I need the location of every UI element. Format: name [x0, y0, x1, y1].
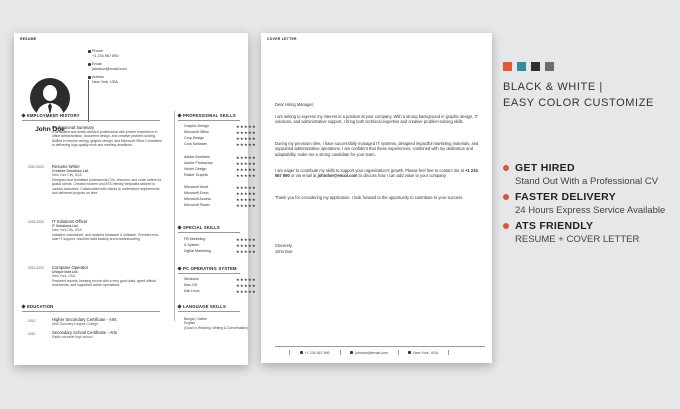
letter-closing: Sincerely,: [275, 243, 293, 248]
skill-row: Raster Graphic ★★★★★: [184, 172, 256, 178]
skill-row: Microsoft Excel ★★★★★: [184, 191, 256, 197]
letter-paragraph: I am eager to contribute my skills to support your organization's growth. Please feel free to contact me at +1 234 567 890 or via email at johndoe@email.com to discuss how I can add value to your company.: [275, 168, 478, 179]
rating-stars-icon: ★★★★★: [235, 284, 256, 289]
location-icon: [88, 76, 91, 79]
rating-stars-icon: ★★★★★: [235, 250, 256, 255]
edu-entry: Higher Secondary Certificate - Arts Abdl Gonodey Degree College: [52, 317, 117, 326]
color-swatch[interactable]: [545, 62, 554, 71]
skill-row: Adobe Photoshop ★★★★★: [184, 160, 256, 166]
rating-stars-icon: ★★★★★: [235, 167, 256, 172]
job-years: 2020-2023: [28, 165, 44, 169]
letter-paragraph: Thank you for considering my application. I look forward to the opportunity to contribute to your success.: [275, 195, 464, 200]
job-years: 2018-2020: [28, 220, 44, 224]
skill-row: Windows ★★★★★: [184, 277, 256, 282]
skill-row: Microsoft Power ★★★★★: [184, 203, 256, 209]
section-language-skills: LANGUAGE SKILLS: [178, 304, 226, 309]
location-icon: [408, 351, 411, 354]
phone-icon: [300, 351, 303, 354]
section-education: EDUCATION: [22, 304, 53, 309]
letter-signature: John Doe: [275, 249, 293, 254]
rating-stars-icon: ★★★★★: [235, 143, 256, 148]
feature-ats-friendly: ATS FRIENDLY RESUME + COVER LETTER: [503, 220, 639, 245]
letter-greeting: Dear Hiring Manager,: [275, 102, 314, 107]
rating-stars-icon: ★★★★★: [235, 155, 256, 160]
feature-get-hired: GET HIRED Stand Out With a Professional CV: [503, 162, 658, 187]
resume-page: [14, 33, 256, 365]
color-swatches: [503, 62, 554, 71]
skill-row: Adobe Illustrator ★★★★★: [184, 154, 256, 160]
rating-stars-icon: ★★★★★: [235, 131, 256, 136]
skill-row: Corp Design ★★★★★: [184, 136, 256, 142]
rating-stars-icon: ★★★★★: [235, 161, 256, 166]
bullet-dot-icon: [503, 223, 509, 229]
contact-phone: Phone +1 234 567 890: [92, 49, 119, 58]
skill-row: FB Marketing ★★★★★: [184, 237, 256, 242]
job-entry: Computer Operator Unique Idea Ltd. New York, USA Prepared reports, keeping record with a very good data, typed official documents, and supported admin operations.: [52, 265, 156, 288]
rating-stars-icon: ★★★★★: [235, 244, 256, 249]
headline-line-1: BLACK & WHITE |: [503, 81, 603, 93]
resume-label: RESUME: [20, 37, 37, 41]
language-entry: Bangla | Native English (Good in Reading, Writing & Conversation): [184, 317, 249, 330]
skill-row: Microsoft Office ★★★★★: [184, 130, 256, 136]
avatar-icon: [30, 78, 70, 118]
footer-phone: +1 234 567 890: [300, 351, 330, 355]
section-employment: EMPLOYMENT HISTORY: [22, 113, 80, 118]
footer-divider: [275, 346, 485, 347]
rating-stars-icon: ★★★★★: [235, 137, 256, 142]
edu-entry: Secondary School Certificate - Arts Radlo versatile high school: [52, 330, 117, 339]
column-divider: [174, 111, 175, 321]
resume-name: John Doe: [35, 126, 65, 133]
cover-letter-label: COVER LETTER: [267, 37, 297, 41]
cover-letter-page: [261, 33, 492, 363]
rating-stars-icon: ★★★★★: [235, 192, 256, 197]
rating-stars-icon: ★★★★★: [235, 238, 256, 242]
contact-divider: [88, 80, 89, 122]
skill-row: Kali Linux ★★★★★: [184, 289, 256, 295]
color-swatch[interactable]: [531, 62, 540, 71]
letter-paragraph: During my previous roles, I have successfully managed IT systems, designed impactful marketing materials, and supported administrative operations. I am confident that these experiences, combined with my dedication and adaptability, make me a strong candidate for your team.: [275, 141, 479, 157]
color-swatch[interactable]: [517, 62, 526, 71]
rating-stars-icon: ★★★★★: [235, 198, 256, 203]
contact-email: Email johndoe@email.com: [92, 62, 127, 71]
summary-entry: Professional Summary A dedicated and detail-oriented professional with proven experience in office administration, document design, and creative problem-solving. Skilled in resume writing, graphic design, and Microsoft Office Committed to delivering high-quality work and meeting deadlines.: [52, 125, 162, 147]
section-operating-system: PC OPERATING SYSTEM: [178, 266, 237, 271]
rating-stars-icon: ★★★★★: [235, 278, 256, 282]
bullet-dot-icon: [503, 194, 509, 200]
feature-faster-delivery: FASTER DELIVERY 24 Hours Express Service Available: [503, 191, 665, 216]
rating-stars-icon: ★★★★★: [235, 173, 256, 178]
rating-stars-icon: ★★★★★: [235, 290, 256, 295]
phone-icon: [88, 50, 91, 53]
job-years: 2012-2022: [28, 266, 44, 270]
bullet-dot-icon: [503, 165, 509, 171]
rating-stars-icon: ★★★★★: [235, 125, 256, 129]
rating-stars-icon: ★★★★★: [235, 204, 256, 209]
skill-row: Digital Marketing ★★★★★: [184, 249, 256, 255]
letter-paragraph: I am writing to express my interest in a position at your company. With a strong background in graphic design, IT solutions, and administrative support, I bring both technical expertise and creative problem-solving skills.: [275, 114, 479, 125]
skill-row: Microsoft Access ★★★★★: [184, 197, 256, 203]
job-entry: IT Solutions Officer IT Solutions Ltd. New York City, USA Installed, maintained, and repaired hardware & software. Provided end-user IT support, resolved data backup and troubleshooting.: [52, 219, 160, 242]
color-swatch[interactable]: [503, 62, 512, 71]
skill-row: Mac-OS ★★★★★: [184, 283, 256, 289]
job-entry: Resume Writer Creative Solutions Ltd. New York City, USA Designed and formatted professional CVs, resumes, and cover letters for global clients. Created modern and ATS-friendly templates tailored to various industries. Collaborated with clients to understand requirements and delivered projects on time.: [52, 164, 162, 195]
skill-row: & System ★★★★★: [184, 243, 256, 249]
skill-row: Graphic Design ★★★★★: [184, 124, 256, 129]
footer-email: johndoe@email.com: [350, 351, 388, 355]
email-icon: [350, 351, 353, 354]
skill-row: Microsoft Word ★★★★★: [184, 185, 256, 190]
headline-line-2: EASY COLOR CUSTOMIZE: [503, 97, 654, 109]
rating-stars-icon: ★★★★★: [235, 186, 256, 190]
email-icon: [88, 63, 91, 66]
edu-years: 2010: [28, 332, 36, 336]
section-special-skills: SPECIAL SKILLS: [178, 225, 220, 230]
skill-row: Vector Design ★★★★★: [184, 166, 256, 172]
footer-location: New York, USA: [408, 351, 438, 355]
contact-address: Adress New York, USA: [92, 75, 118, 84]
edu-years: 2013: [28, 319, 36, 323]
letter-footer: [289, 350, 469, 355]
section-professional-skills: PROFESSIONAL SKILLS: [178, 113, 236, 118]
skill-row: Corp Software ★★★★★: [184, 142, 256, 148]
